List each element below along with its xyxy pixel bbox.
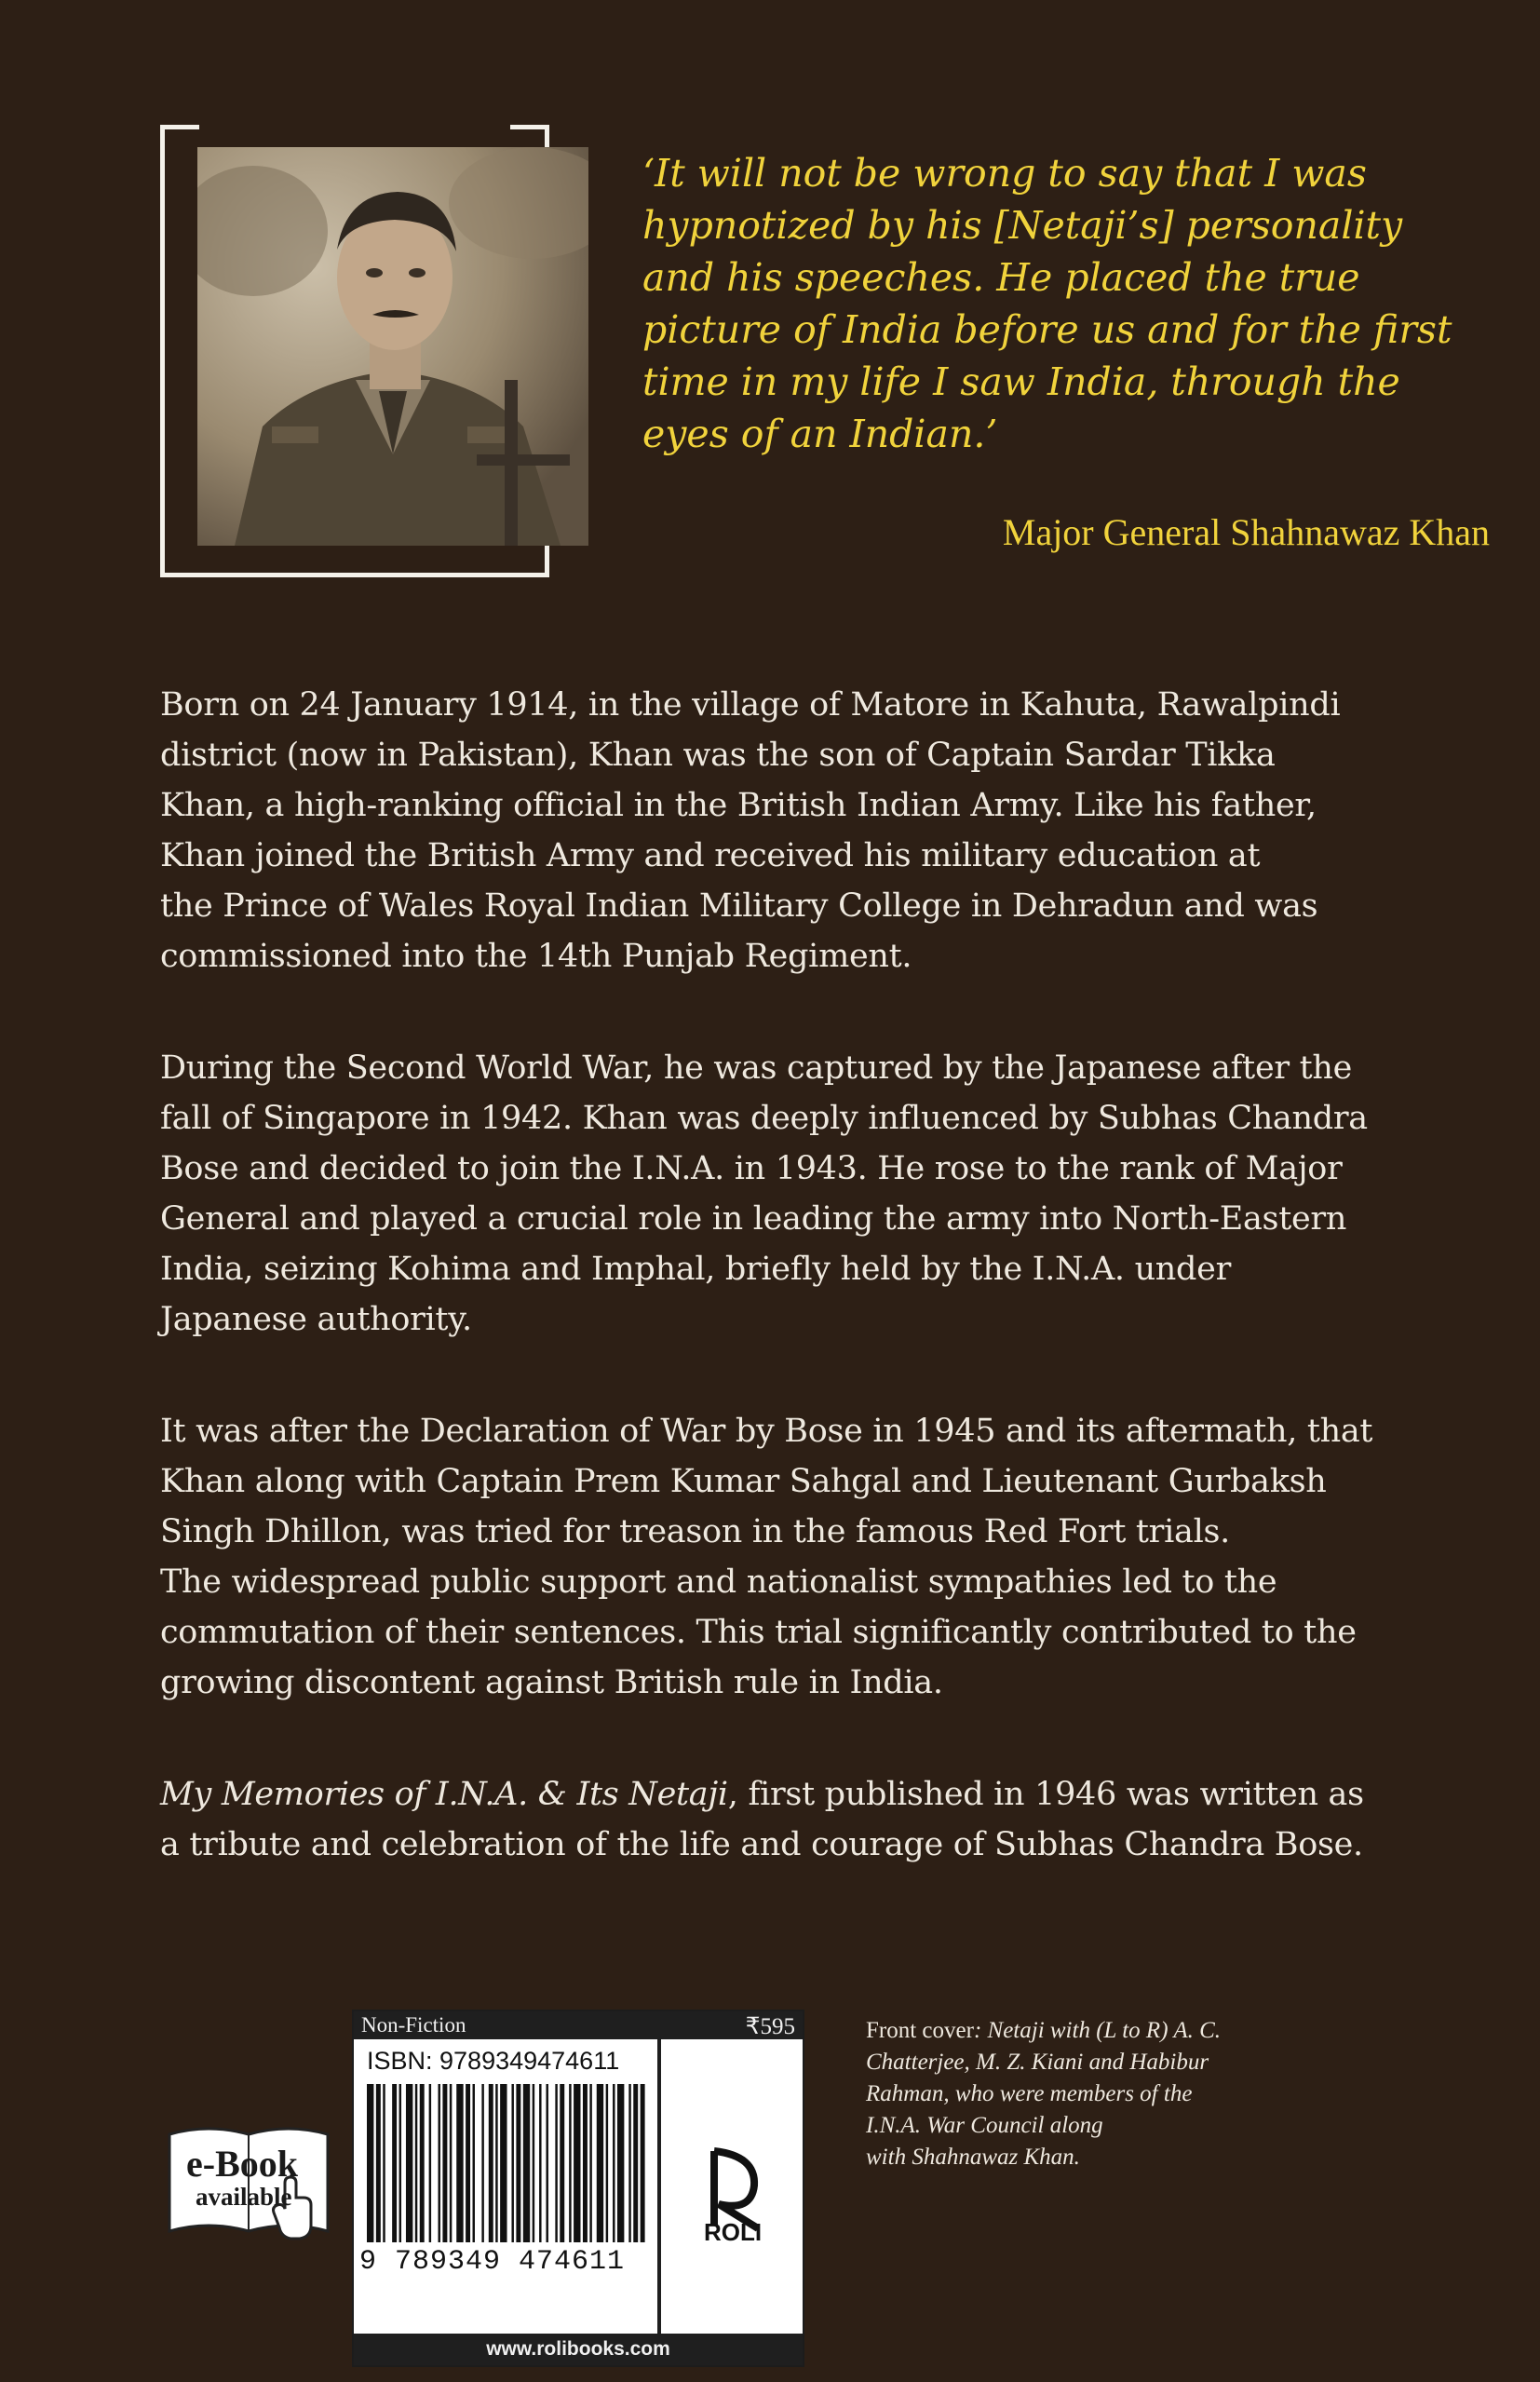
barcode-bar xyxy=(628,2084,630,2242)
barcode-footer xyxy=(354,2334,803,2365)
barcode-bar xyxy=(539,2084,541,2242)
cover-caption xyxy=(866,2015,1350,2173)
barcode-block xyxy=(352,2010,804,2367)
barcode-bar xyxy=(376,2084,381,2242)
caption-line: Rahman, who were members of the xyxy=(866,2081,1193,2106)
barcode-bar xyxy=(415,2084,417,2242)
barcode-bar xyxy=(569,2084,571,2242)
barcode-bar xyxy=(439,2084,440,2242)
barcode-bar xyxy=(500,2084,507,2242)
caption-line: with Shahnawaz Khan. xyxy=(866,2145,1080,2170)
barcode-bar xyxy=(583,2084,588,2242)
quote-line: and his speeches. He placed the true xyxy=(642,255,1360,300)
barcode-bar xyxy=(489,2084,493,2242)
barcode-bar xyxy=(456,2084,463,2242)
barcode-bar xyxy=(429,2084,431,2242)
text-line: General and played a crucial role in leading the army into North-Eastern xyxy=(160,1200,1347,1238)
text-line: During the Second World War, he was captured by the Japanese after the xyxy=(160,1049,1353,1087)
book-title: My Memories of I.N.A. & Its Netaji xyxy=(160,1776,728,1813)
barcode-header xyxy=(354,2011,803,2039)
barcode-bar xyxy=(495,2084,497,2242)
text-line: Born on 24 January 1914, in the village of Matore in Kahuta, Rawalpindi xyxy=(160,686,1341,724)
text-line: Bose and decided to join the I.N.A. in 1943. He rose to the rank of Major xyxy=(160,1150,1343,1187)
barcode-bar xyxy=(546,2084,547,2242)
barcode-bar xyxy=(516,2084,520,2242)
ebook-label-line1: e-Book xyxy=(186,2143,298,2185)
barcode-divider xyxy=(657,2039,661,2337)
caption-line: : Netaji with (L to R) A. C. xyxy=(973,2018,1222,2043)
quote-line: picture of India before us and for the first xyxy=(642,307,1452,352)
quote-line: eyes of an Indian.’ xyxy=(642,412,998,456)
text-line: commutation of their sentences. This trial significantly contributed to the xyxy=(160,1614,1357,1651)
quote-line: ‘It will not be wrong to say that I was xyxy=(642,151,1367,196)
publisher-name: ROLI xyxy=(703,2218,763,2246)
barcode-bar xyxy=(367,2084,373,2242)
text-line: fall of Singapore in 1942. Khan was deeply influenced by Subhas Chandra xyxy=(160,1100,1368,1137)
barcode-bar xyxy=(589,2084,591,2242)
caption-line: Chatterjee, M. Z. Kiani and Habibur xyxy=(866,2050,1209,2075)
barcode-bar xyxy=(555,2084,557,2242)
text-line: growing discontent against British rule in India. xyxy=(160,1664,943,1701)
price-label: ₹595 xyxy=(745,2014,795,2039)
publisher-url: www.rolibooks.com xyxy=(486,2338,670,2360)
barcode-bar xyxy=(442,2084,447,2242)
quote-line: hypnotized by his [Netaji’s] personality xyxy=(642,203,1403,248)
barcode-bar xyxy=(574,2084,580,2242)
genre-label: Non-Fiction xyxy=(361,2013,466,2037)
barcode-bar xyxy=(633,2084,638,2242)
text-line: Khan, a high-ranking official in the British Indian Army. Like his father, xyxy=(160,787,1317,824)
author-portrait xyxy=(197,147,588,546)
text-line: Khan along with Captain Prem Kumar Sahgal and Lieutenant Gurbaksh xyxy=(160,1463,1327,1500)
barcode-bar xyxy=(533,2084,534,2242)
ebook-label-line2: available xyxy=(196,2183,292,2211)
text-line: a tribute and celebration of the life and courage of Subhas Chandra Bose. xyxy=(160,1826,1363,1863)
text-line: India, seizing Kohima and Imphal, briefly held by the I.N.A. under xyxy=(160,1251,1232,1288)
book-description xyxy=(160,1769,1398,1870)
text-line: the Prince of Wales Royal Indian Military College in Dehradun and was xyxy=(160,887,1318,925)
bio-paragraph-birth xyxy=(160,680,1398,981)
bio-paragraph-trial xyxy=(160,1406,1398,1708)
text-line: , first published in 1946 was written as xyxy=(727,1776,1364,1813)
barcode-bar xyxy=(613,2084,615,2242)
barcode-bar xyxy=(606,2084,608,2242)
barcode-bar xyxy=(511,2084,513,2242)
barcode-bar xyxy=(399,2084,401,2242)
barcode-bars xyxy=(367,2084,652,2242)
text-line: Khan joined the British Army and received his military education at xyxy=(160,837,1261,874)
barcode-bar xyxy=(560,2084,564,2242)
caption-line: I.N.A. War Council along xyxy=(866,2113,1103,2138)
text-line: It was after the Declaration of War by Bose in 1945 and its aftermath, that xyxy=(160,1413,1373,1450)
barcode-bar xyxy=(617,2084,624,2242)
quote-line: time in my life I saw India, through the xyxy=(642,359,1400,404)
text-line: Singh Dhillon, was tried for treason in the famous Red Fort trials. xyxy=(160,1513,1230,1550)
barcode-bar xyxy=(641,2084,645,2242)
text-line: The widespread public support and nationalist sympathies led to the xyxy=(160,1563,1277,1601)
pull-quote xyxy=(642,147,1462,460)
text-line: Japanese authority. xyxy=(160,1301,472,1338)
quote-author: Major General Shahnawaz Khan xyxy=(1002,511,1490,553)
barcode-bar xyxy=(406,2084,412,2242)
text-line: district (now in Pakistan), Khan was the son of Captain Sardar Tikka xyxy=(160,737,1276,774)
barcode-bar xyxy=(466,2084,470,2242)
text-line: commissioned into the 14th Punjab Regiment. xyxy=(160,938,912,975)
barcode-bar xyxy=(383,2084,385,2242)
isbn-label: ISBN: 9789349474611 xyxy=(367,2047,620,2075)
barcode-bar xyxy=(523,2084,530,2242)
barcode-bar xyxy=(392,2084,397,2242)
barcode-bar xyxy=(420,2084,425,2242)
barcode-bar xyxy=(597,2084,603,2242)
barcode-bar xyxy=(481,2084,483,2242)
barcode-digits: 9 789349 474611 xyxy=(359,2246,626,2278)
barcode-bar xyxy=(450,2084,452,2242)
barcode-bar xyxy=(473,2084,475,2242)
caption-prefix: Front cover xyxy=(866,2018,974,2043)
bio-paragraph-war xyxy=(160,1043,1398,1345)
